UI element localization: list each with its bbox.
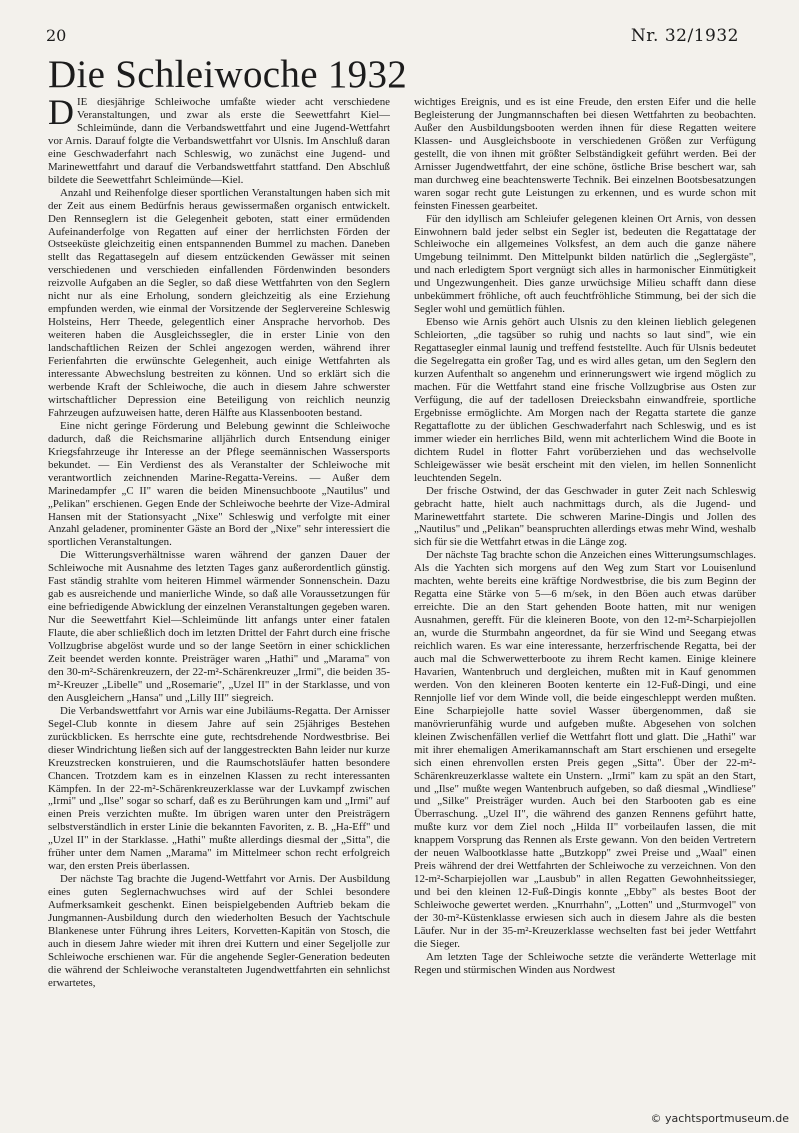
page-number: 20	[46, 26, 67, 45]
paragraph: Der frische Ostwind, der das Geschwader in guter Zeit nach Schleswig gebracht hatte, hielt auch nachmittags durch, als die Jugend- und Marinewettfahrt startete. Die schweren Marine-Dingis und Jollen des „Nautilus" und „Pelikan" beanspruchten allerdings etwas mehr Wind, weshalb sich für sie die Wettfahrt etwas in die Länge zog.	[414, 484, 756, 549]
paragraph: wichtiges Ereignis, und es ist eine Freude, den ersten Eifer und die helle Begleisterung der Jungmannschaften bei diesen Wettfahrten zu beobachten. Außer den Ausbildungsbooten werden ihnen für diese Regatten weitere Klassen- und Ausgleichsboote in verschiedenen Größen zur Verfügung gestellt, die von ihnen mit größter Selbständigkeit geführt werden. Bei der Arnisser Jugendwettfahrt, der eine schöne, östliche Brise beschert war, sah man durchweg eine beachtenswerte Technik. Bei einzelnen Bootsbesatzungen waren sogar recht gute Leistungen zu erkennen, und es wurde schon mit feinsten Finessen gearbeitet.	[414, 96, 756, 212]
paragraph: Eine nicht geringe Förderung und Belebung gewinnt die Schleiwoche dadurch, daß die Reichsmarine alljährlich durch Entsendung einiger Kriegsfahrzeuge ihr Interesse an der Pflege seemännischen Wassersports bekundet. — Ein Verdienst des als Veranstalter der Schleiwoche mit verantwortlich zeichnenden Marine-Regatta-Vereins. — Außer dem Marinedampfer „C II" waren die beiden Minensuchboote „Nautilus" und „Pelikan" erschienen. Gegen Ende der Schleiwoche beehrte der Vize-Admiral Hansen mit der Stationsyacht „Nixe" Schleswig und verfolgte mit einer Anzahl geladener, prominenter Gäste an Bord der „Nixe" sehr interessiert die sportlichen Veranstaltungen.	[48, 419, 390, 549]
paragraph-text: IE diesjährige Schleiwoche umfaßte wieder acht verschiedene Veranstaltungen, und zwar als erste die Seewettfahrt Kiel—Schleimünde, dann die Verbandswettfahrt und eine Jugend-Wettfahrt vor Arnis. Darauf folgte die Verbandswettfahrt vor Ulsnis. Im Anschluß daran eine Geschwaderfahrt nach Schleswig, wo zunächst eine Jugend- und Marinewettfahrt und darauf die Verbandswettfahrt stattfand. Den Abschluß bildete die Seewettfahrt Schleimünde—Kiel.	[48, 96, 390, 186]
left-column	[48, 96, 390, 1101]
paragraph: Für den idyllisch am Schleiufer gelegenen kleinen Ort Arnis, von dessen Einwohnern bald jeder selbst ein Segler ist, bedeuten die Regattatage der Schleiwoche ein allgemeines Volksfest, an dem auch die ganze nähere Umgebung teilnimmt. Den Mittelpunkt bilden natürlich die „Seglergäste", und nach erledigtem Sport vergnügt sich alles in harmonischer Einmütigkeit und Ungezwungenheit. Dies ganze urwüchsige Milieu schafft dann diese unbekümmert fröhliche, oft auch feuchtfröhliche Stimmung, bei der sich die Segler wohl und gemütlich fühlen.	[414, 212, 756, 316]
right-column	[414, 96, 756, 1101]
paragraph: Am letzten Tage der Schleiwoche setzte die veränderte Wetterlage mit Regen und stürmischen Winden aus Nordwest	[414, 950, 756, 976]
paragraph: Ebenso wie Arnis gehört auch Ulsnis zu den kleinen lieblich gelegenen Schleiorten, „die tagsüber so ruhig und nachts so laut sind", wie ein Regattasegler einmal launig und treffend feststellte. Auch für Ulsnis bedeutet die Segelregatta ein großer Tag, und es wird alles getan, um den Seglern den kurzen Aufenthalt so angenehm und erinnerungswert wie irgend möglich zu machen. Für die Wettfahrt stand eine frische Vollzugbrise aus Osten zur Verfügung, die auf der tadellosen Dreiecksbahn einwandfreie, sportliche Ergebnisse ermöglichte. Am Morgen nach der Regatta startete die ganze Regattaflotte zu der üblichen Geschwaderfahrt nach Schleswig, und es ist immer wieder ein herrliches Bild, wenn mit achterlichem Wind die Boote in dichtem Rudel in flotter Fahrt vorüberziehen und das wechselvolle Schleigewässer wie besät erscheint mit den vielen, im hellen Sonnenlicht leuchtenden Segeln.	[414, 316, 756, 484]
paragraph: Die Witterungsverhältnisse waren während der ganzen Dauer der Schleiwoche mit Ausnahme des letzten Tages ganz außerordentlich günstig. Fast ständig strahlte vom heiteren Himmel wärmender Sonnenschein. Dazu gab es ausreichende und manierliche Winde, so daß alle Voraussetzungen für eine befriedigende Abwicklung der einzelnen Veranstaltungen gegeben waren. Nur die Seewettfahrt Kiel—Schleimünde litt anfangs unter einer fatalen Flaute, die aber schließlich doch im letzten Drittel der Fahrt durch eine frische Vollzugbrise abgelöst wurde und so der lange Seetörn in einer schicklichen Zeit beendet werden konnte. Preisträger waren „Hathi" und „Marama" von den 30-m²-Schärenkreuzern, der 22-m²-Schärenkreuzer „Irmi", die beiden 35-m²-Kreuzer „Libelle" und „Rosemarie", „Uzel II" in der Starklasse, und von den Ausgleichern „Hansa" und „Lilly III" siegreich.	[48, 549, 390, 704]
paragraph: Der nächste Tag brachte schon die Anzeichen eines Witterungsumschlages. Als die Yachten sich morgens auf den Weg zum Start vor Louisenlund machten, wehte bereits eine kräftige Nordwestbrise, die bis zum Beginn der Regatta eine Stärke von 5—6 m/sek, in den Böen auch etwas darüber erreichte. Die an den Start gehenden Boote hatten, mit nur wenigen Ausnahmen, gerefft. Für die kleineren Boote, von den 12-m²-Scharpiejollen an, wurde die Sturmbahn angeordnet, da für sie Wind und Seegang etwas reichlich waren. Es war eine interessante, herzerfrischende Regatta, bei der auch mal die Schwerwetterboote zu ihrem Recht kamen. Einige kleinere Havarien, Wantenbruch und dergleichen, mußten mit in Kauf genommen werden. Von den kleineren Booten kenterte ein 12-Fuß-Dingi, und eine Rennjolle lief vor dem Winde voll, die beide eingeschleppt werden mußten. Eine Scharpiejolle hatte soviel Wasser übergenommen, daß sie manövrierunfähig wurde und aufgeben mußte. Abgesehen von solchen kleinen Zwischenfällen verlief die Wettfahrt flott und glatt. Die „Hathi" war mit ihrer ehemaligen Amerikamannschaft am Start erschienen und ersegelte sich einen ehrenvollen ersten Preis gegen „Sitta". Über der 22-m²-Schärenkreuzerklasse waltete ein Unstern. „Irmi" kam zu spät an den Start, und „Ilse" mußte wegen Wantenbruch aufgeben, so daß diesmal „Windliese" und „Silke" Preisträger wurden. Auch bei den Starbooten gab es eine Überraschung. „Uzel II", die während des ganzen Rennens geführt hatte, mußte kurz vor dem Ziel noch „Hilda II" vorbeilaufen lassen, die mit knappem Vorsprung das Rennen als Erste gewann. Von den beiden Vertretern der neuen Walbootklasse hatte „Butzkopp" zwei Preise und „Waal" einen Preis während der drei Wettfahrten der Schleiwoche zu verzeichnen. Von den 12-m²-Scharpiejollen war „Lausbub" in allen Regatten Gewohnheitssieger, und bei den kleinen 12-Fuß-Dingis konnte „Ebby" als bestes Boot der Schleiwoche gewertet werden. „Knurrhahn", „Lotten" und „Sturmvogel" von der 30-m²-Küstenklasse erwiesen sich auch in diesem Jahre als die besten Läufer. Nur in der 35-m²-Kreuzerklasse wechselten fast bei jeder Wettfahrt die Sieger.	[414, 549, 756, 950]
paragraph: Die Verbandswettfahrt vor Arnis war eine Jubiläums-Regatta. Der Arnisser Segel-Club konnte in diesem Jahre auf sein 25jähriges Bestehen zurückblicken. Es herrschte eine gute, rechtsdrehende Nordwestbrise. Bei dieser Windrichtung ließen sich auf der langgestreckten Bahn leider nur kurze Kreuzstrecken konstruieren, und die Raumschotsläufer hatten besondere Chancen. Trotzdem kam es in einzelnen Klassen zu recht interessanten Kämpfen. In der 22-m²-Schärenkreuzerklasse war der Luvkampf zwischen „Irmi" und „Ilse" sogar so scharf, daß es zu Berührungen kam und „Irmi" auf einen Preis verzichten mußte. Im übrigen waren unter den Preisträgern selbstverständlich in erster Linie die bekannten Favoriten, z. B. „Ha-Eff" und „Uzel II" in der Starklasse. „Hathi" mußte allerdings diesmal der „Sitta", die früher unter dem Namen „Marama" im Mittelmeer schon recht erfolgreich war, den ersten Preis überlassen.	[48, 704, 390, 873]
drop-cap: D	[48, 96, 74, 132]
article-title: Die Schleiwoche 1932	[48, 53, 408, 96]
paragraph: Der nächste Tag brachte die Jugend-Wettfahrt vor Arnis. Der Ausbildung eines guten Seglernachwuchses wird auf der Schlei besondere Aufmerksamkeit geschenkt. Einen beispielgebenden Auftrieb bekam die Jungmannen-Ausbildung durch den wiederholten Besuch der Yachtschule Blankenese unter Führung ihres Leiters, Korvetten-Kapitän von Stosch, die auch in diesem Jahre wieder mit ihren drei Kuttern und einer Segeljolle zur Schleiwoche erschienen war. Für die angehende Segler-Generation bedeuten die während der Schleiwoche veranstalteten Jugendwettfahrten ein sehnlichst erwartetes,	[48, 873, 390, 989]
issue-number: Nr. 32/1932	[630, 26, 739, 46]
paragraph: Anzahl und Reihenfolge dieser sportlichen Veranstaltungen haben sich mit der Zeit aus einem Bedürfnis heraus gewissermaßen organisch entwickelt. Den Rennseglern ist die Gelegenheit geboten, statt einer ermüdenden Aufeinanderfolge von Regatten auf einer der herrlichsten Förden der Ostseeküste gleichzeitig einen entspannenden Bummel zu machen. Daneben stellt das Regattasegeln auf diesem entzückenden Gewässer mit seinen verschiedenen und verschieden einfallenden Fördenwinden besonders reizvolle Aufgaben an die Segler, so daß diese Wettfahrten von den Seglern nicht nur als eine Erholung, sondern gleichzeitig als eine Erziehung empfunden werden, wie einmal der Vorsitzende der Seglervereine Schleswig Holsteins, Herr Theede, gelegentlich einer Ansprache hervorhob. Des weiteren haben die Ausgleichssegler, die in erster Linie von den landschaftlichen Reizen der Schlei angezogen werden, während ihrer Ferienfahrten die erwünschte Gelegenheit, auch einige Wettfahrten als interessante Abwechslung bestreiten zu können. Und so erklärt sich die werbende Kraft der Schleiwoche, die auch in diesem Jahre schwerster wirtschaftlicher Depression eine Beteiligung von reichlich neunzig Fahrzeugen aufzuweisen hatte, deren Hälfte aus Klassenbooten bestand.	[48, 186, 390, 419]
source-credit: © yachtsportmuseum.de	[650, 1112, 789, 1125]
paragraph	[48, 96, 390, 187]
